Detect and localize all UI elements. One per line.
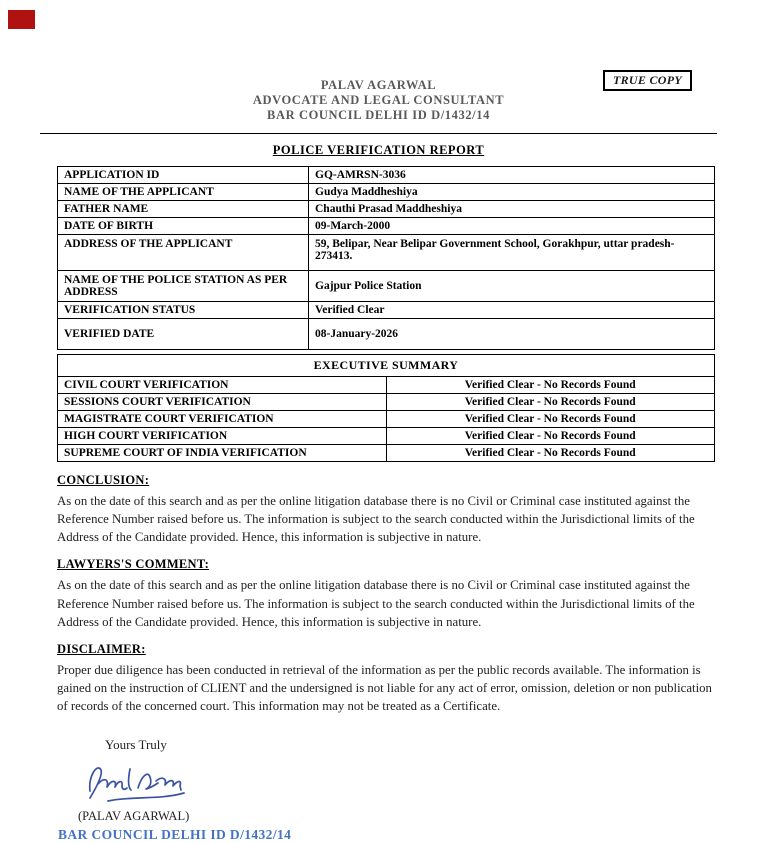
row-value: Verified Clear - No Records Found: [386, 445, 715, 462]
row-value: Verified Clear - No Records Found: [386, 377, 715, 394]
report-table: [57, 166, 715, 350]
report-title: POLICE VERIFICATION REPORT: [272, 143, 485, 157]
table-row: [58, 394, 715, 411]
footer-bar-council-id: BAR COUNCIL DELHI ID D/1432/14: [58, 827, 292, 843]
row-value: Verified Clear - No Records Found: [386, 428, 715, 445]
row-value: Verified Clear - No Records Found: [386, 394, 715, 411]
table-row: [58, 167, 715, 184]
table-row: [58, 184, 715, 201]
signatory-name: (PALAV AGARWAL): [78, 809, 190, 824]
table-row: [58, 428, 715, 445]
true-copy-badge: TRUE COPY: [603, 70, 692, 91]
table-row: [58, 319, 715, 350]
summary-header-row: [58, 355, 715, 377]
row-value: Gudya Maddheshiya: [309, 184, 715, 201]
executive-summary-heading: EXECUTIVE SUMMARY: [58, 355, 715, 377]
row-label: HIGH COURT VERIFICATION: [58, 428, 387, 445]
row-label: VERIFICATION STATUS: [58, 302, 309, 319]
signature: [78, 757, 757, 809]
row-label: VERIFIED DATE: [58, 319, 309, 350]
row-label: NAME OF THE POLICE STATION AS PER ADDRESS: [58, 271, 309, 302]
table-row: [58, 302, 715, 319]
header-divider: [40, 133, 717, 134]
lawyers-comment-section: [57, 557, 715, 630]
advocate-name: PALAV AGARWAL: [320, 78, 437, 92]
row-label: SUPREME COURT OF INDIA VERIFICATION: [58, 445, 387, 462]
conclusion-section: [57, 473, 715, 546]
row-label: CIVIL COURT VERIFICATION: [58, 377, 387, 394]
lawyers-comment-heading: LAWYERS'S COMMENT:: [57, 557, 210, 572]
disclaimer-heading: DISCLAIMER:: [57, 641, 146, 656]
signature-ink: [78, 757, 198, 807]
disclaimer-section: [57, 642, 715, 715]
row-value: Verified Clear - No Records Found: [386, 411, 715, 428]
row-value: Verified Clear: [309, 302, 715, 319]
table-row: [58, 235, 715, 271]
row-label: SESSIONS COURT VERIFICATION: [58, 394, 387, 411]
row-label: APPLICATION ID: [58, 167, 309, 184]
yours-truly: Yours Truly: [105, 737, 167, 753]
row-value: Gajpur Police Station: [309, 271, 715, 302]
row-label: ADDRESS OF THE APPLICANT: [58, 235, 309, 271]
lawyers-comment-text: As on the date of this search and as per the online litigation database there is no Civil or Criminal case instituted against the Reference Number raised before us. The information is subject to the search conducted within the Jurisdictional limits of the Address of the Candidate provided. Hence, this information is subjective in nature.: [57, 578, 695, 629]
row-value: 59, Belipar, Near Belipar Government School, Gorakhpur, uttar pradesh-273413.: [309, 235, 715, 271]
red-stamp: [8, 10, 35, 29]
table-row: [58, 271, 715, 302]
disclaimer-text: Proper due diligence has been conducted in retrieval of the information as per the public records available. The information is gained on the instruction of CLIENT and the undersigned is not liable for any act of error, omission, deletion or non publication of records of the concerned court. This information may not be treated as a Certificate.: [57, 662, 712, 714]
conclusion-heading: CONCLUSION:: [57, 473, 150, 487]
table-row: [58, 445, 715, 462]
row-label: MAGISTRATE COURT VERIFICATION: [58, 411, 387, 428]
summary-table: [57, 354, 715, 462]
advocate-role: ADVOCATE AND LEGAL CONSULTANT: [252, 93, 505, 107]
letterhead: [0, 0, 757, 123]
letterhead-bar-id: BAR COUNCIL DELHI ID D/1432/14: [267, 108, 490, 122]
table-row: [58, 377, 715, 394]
table-row: [58, 201, 715, 218]
row-label: FATHER NAME: [58, 201, 309, 218]
row-value: 08-January-2026: [309, 319, 715, 350]
row-label: NAME OF THE APPLICANT: [58, 184, 309, 201]
row-label: DATE OF BIRTH: [58, 218, 309, 235]
table-row: [58, 411, 715, 428]
row-value: GQ-AMRSN-3036: [309, 167, 715, 184]
row-value: Chauthi Prasad Maddheshiya: [309, 201, 715, 218]
table-row: [58, 218, 715, 235]
row-value: 09-March-2000: [309, 218, 715, 235]
conclusion-text: As on the date of this search and as per the online litigation database there is no Civil or Criminal case instituted against the Reference Number raised before us. The information is subject to the search conducted within the Jurisdictional limits of the Address of the Candidate provided. Hence, this information is subjective in nature.: [57, 494, 695, 545]
